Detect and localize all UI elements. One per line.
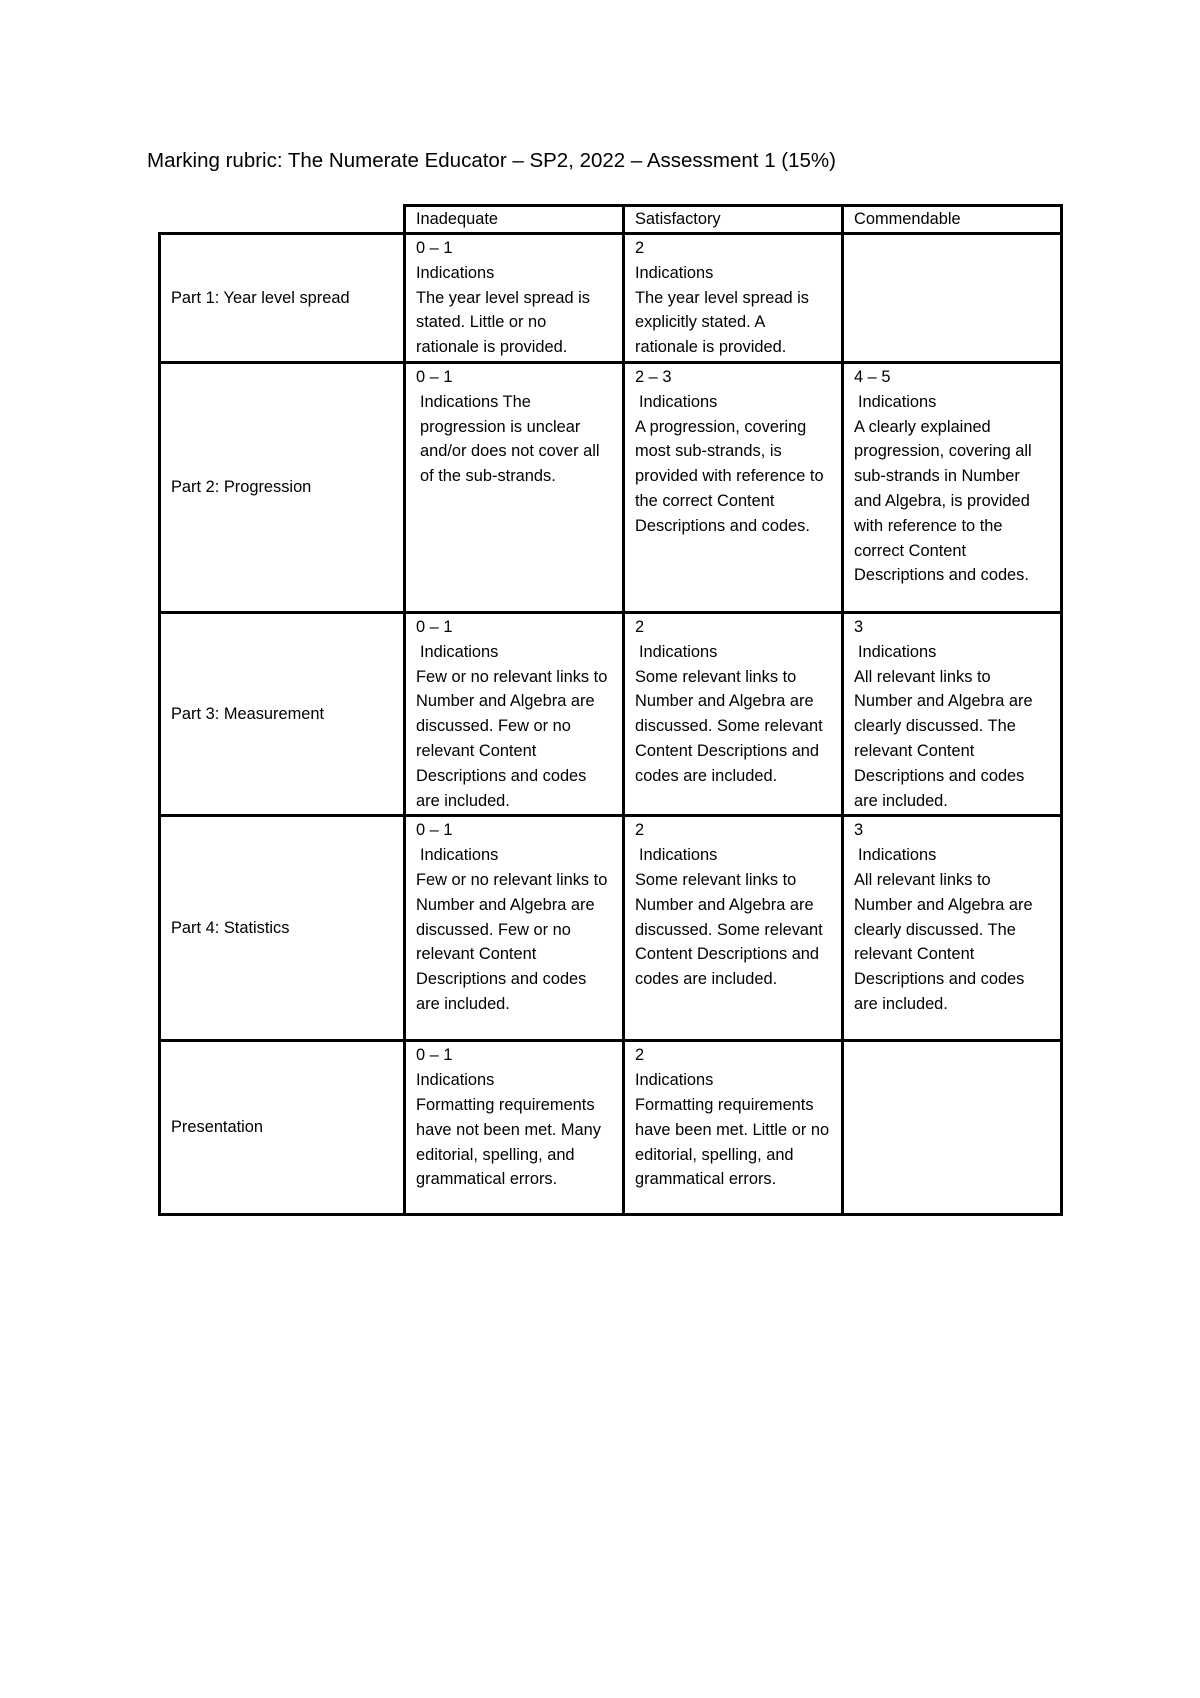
- rubric-cell-commendable: [843, 234, 1062, 363]
- blank-corner-cell: [160, 206, 405, 234]
- cell-score: 3: [854, 821, 864, 840]
- rubric-cell-inadequate: [405, 234, 624, 363]
- cell-description: All relevant links to Number and Algebra are clearly discussed. The relevant Content Descriptions and codes are included.: [854, 667, 1033, 810]
- cell-score: 0 – 1: [416, 1046, 453, 1065]
- rubric-cell-inadequate: [405, 1041, 624, 1215]
- cell-description: Few or no relevant links to Number and Algebra are discussed. Few or no relevant Content Descriptions and codes are included.: [416, 870, 608, 1013]
- cell-score: 2: [635, 821, 645, 840]
- rubric-cell-satisfactory: [624, 816, 843, 1041]
- cell-description: All relevant links to Number and Algebra are clearly discussed. The relevant Content Descriptions and codes are included.: [854, 870, 1033, 1013]
- cell-body: [416, 390, 612, 489]
- cell-description: The progression is unclear and/or does not cover all of the sub-strands.: [420, 392, 600, 486]
- cell-indication: Indications: [416, 1071, 495, 1090]
- rubric-row-presentation: [160, 1041, 1062, 1215]
- column-header-satisfactory: Satisfactory: [624, 206, 843, 234]
- cell-description: A progression, covering most sub-strands, is provided with reference to the correct Content Descriptions and codes.: [635, 417, 824, 535]
- column-header-commendable: Commendable: [843, 206, 1062, 234]
- cell-description: The year level spread is explicitly stated. A rationale is provided.: [635, 288, 810, 357]
- cell-description: Some relevant links to Number and Algebra are discussed. Some relevant Content Descriptions and codes are included.: [635, 667, 823, 785]
- rubric-cell-inadequate: [405, 816, 624, 1041]
- cell-description: Few or no relevant links to Number and Algebra are discussed. Few or no relevant Content Descriptions and codes are included.: [416, 667, 608, 810]
- cell-score: 0 – 1: [416, 239, 453, 257]
- cell-description: A clearly explained progression, covering all sub-strands in Number and Algebra, is provided with reference to the correct Content Descriptions and codes.: [854, 417, 1032, 585]
- rubric-cell-commendable: [843, 362, 1062, 612]
- rubric-cell-commendable: [843, 1041, 1062, 1215]
- row-label: Part 2: Progression: [160, 362, 405, 612]
- cell-indication: Indications: [858, 642, 937, 661]
- cell-score: 2: [635, 1046, 645, 1065]
- header-row: [160, 206, 1062, 234]
- cell-score: 2: [635, 617, 645, 636]
- rubric-cell-satisfactory: [624, 1041, 843, 1215]
- cell-score: 0 – 1: [416, 617, 453, 636]
- row-label: Part 3: Measurement: [160, 612, 405, 815]
- cell-indication: Indications: [416, 263, 495, 282]
- row-label: Presentation: [160, 1041, 405, 1215]
- page-title: Marking rubric: The Numerate Educator – SP2, 2022 – Assessment 1 (15%): [147, 149, 836, 172]
- cell-indication: Indications: [635, 1071, 714, 1090]
- rubric-cell-inadequate: [405, 362, 624, 612]
- row-label: Part 1: Year level spread: [160, 234, 405, 363]
- cell-indication: Indications: [635, 263, 714, 282]
- marking-rubric-table: [158, 204, 1063, 1216]
- rubric-cell-inadequate: [405, 612, 624, 815]
- cell-score: 2: [635, 239, 645, 257]
- cell-indication: Indications: [858, 846, 937, 865]
- rubric-cell-satisfactory: [624, 234, 843, 363]
- rubric-cell-commendable: [843, 612, 1062, 815]
- cell-description: Formatting requirements have not been met. Many editorial, spelling, and grammatical errors.: [416, 1095, 601, 1189]
- cell-description: The year level spread is stated. Little or no rationale is provided.: [416, 288, 591, 357]
- cell-indication: Indications: [639, 642, 718, 661]
- cell-score: 0 – 1: [416, 821, 453, 840]
- rubric-cell-satisfactory: [624, 612, 843, 815]
- cell-indication: Indications: [639, 392, 718, 411]
- cell-indication: Indications: [420, 846, 499, 865]
- cell-score: 2 – 3: [635, 367, 672, 386]
- row-label: Part 4: Statistics: [160, 816, 405, 1041]
- cell-score: 0 – 1: [416, 367, 453, 386]
- cell-indication: Indications: [639, 846, 718, 865]
- cell-indication: Indications: [858, 392, 937, 411]
- rubric-row-statistics: [160, 816, 1062, 1041]
- rubric-row-year-level-spread: [160, 234, 1062, 363]
- cell-score: 4 – 5: [854, 367, 891, 386]
- column-header-inadequate: Inadequate: [405, 206, 624, 234]
- cell-score: 3: [854, 617, 864, 636]
- rubric-cell-commendable: [843, 816, 1062, 1041]
- rubric-row-progression: [160, 362, 1062, 612]
- cell-description: Formatting requirements have been met. Little or no editorial, spelling, and grammatical errors.: [635, 1095, 830, 1189]
- cell-indication: Indications: [420, 392, 499, 411]
- rubric-cell-satisfactory: [624, 362, 843, 612]
- cell-description: Some relevant links to Number and Algebra are discussed. Some relevant Content Descriptions and codes are included.: [635, 870, 823, 989]
- cell-indication: Indications: [420, 642, 499, 661]
- rubric-row-measurement: [160, 612, 1062, 815]
